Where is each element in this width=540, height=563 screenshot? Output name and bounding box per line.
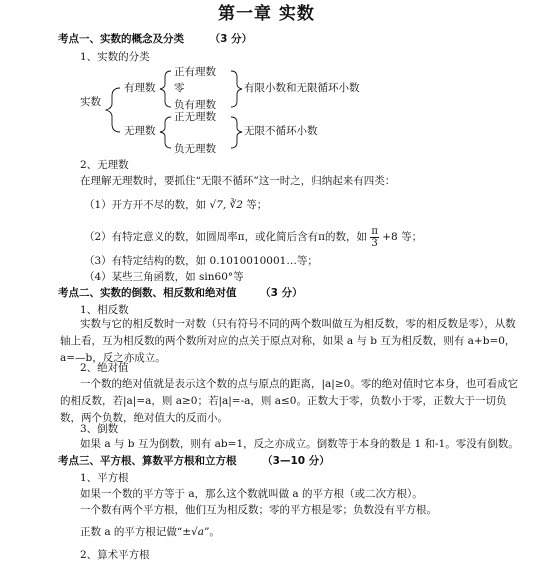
subheading-arithmetic-root: 2、算术平方根	[80, 549, 150, 561]
tree-irrational-label: 无理数	[124, 125, 156, 137]
fraction-denominator: 3	[371, 237, 378, 249]
subheading-reciprocal: 3、倒数	[80, 423, 119, 435]
section-heading-text: 考点三、平方根、算数平方根和立方根	[58, 455, 237, 467]
subheading-square-root: 1、平方根	[80, 472, 129, 484]
pi-over-three-fraction	[370, 226, 379, 249]
item-text: 等；	[246, 199, 268, 211]
absolute-paragraph: 一个数的绝对值就是表示这个数的点与原点的距离，|a|≥0。零的绝对值时它本身，也可看成它的相反数，若|a|=a，则 a≥0；若|a|=-a，则 a≤0。正数大于零，负数小于零，正数大于一切负数，两个负数，绝对值大的反而小。	[60, 378, 519, 424]
irrational-type-1	[84, 199, 267, 212]
radical-examples: √7, ∛2	[209, 199, 243, 211]
section-heading-text: 考点一、实数的概念及分类	[58, 33, 184, 45]
subheading-opposite: 1、相反数	[80, 304, 129, 316]
item-text: （1）开方开不尽的数，如	[84, 199, 207, 211]
tree-root-label: 实数	[80, 96, 101, 108]
tree-positive-irrational: 正无理数	[174, 111, 216, 123]
item-text: +8 等；	[382, 231, 423, 243]
subheading-classification: 1、实数的分类	[80, 51, 150, 63]
page-title: 第一章 实数	[218, 4, 315, 24]
irrational-type-3: （3）有特定结构的数，如 0.1010010001…等；	[84, 255, 318, 267]
section-score: （3 分）	[260, 287, 303, 299]
tree-rational-label: 有理数	[124, 82, 156, 94]
square-root-properties: 一个数有两个平方根，他们互为相反数；零的平方根是零；负数没有平方根。	[80, 504, 437, 516]
tree-zero: 零	[174, 82, 185, 94]
item-text: ”。	[204, 526, 220, 538]
tree-positive-rational: 正有理数	[174, 66, 216, 78]
square-root-definition: 如果一个数的平方等于 a，那么这个数就叫做 a 的平方根（或二次方根）。	[80, 488, 423, 500]
subheading-irrational: 2、无理数	[80, 159, 129, 171]
square-root-notation	[80, 526, 220, 539]
section-score: （3 分）	[209, 33, 253, 45]
section-heading-text: 考点二、实数的倒数、相反数和绝对值	[58, 287, 237, 299]
item-text: （2）有特定意义的数，如圆周率π，或化简后含有π的数，如	[84, 231, 367, 243]
fraction-numerator: π	[371, 225, 378, 237]
item-text: 正数 a 的平方根记做“±	[80, 526, 192, 538]
section-score: （3—10 分）	[262, 455, 330, 467]
tree-negative-irrational: 负无理数	[174, 143, 216, 155]
irrational-type-4: （4）某些三角函数，如 sin60°等	[84, 271, 244, 283]
tree-rational-note: 有限小数和无限循环小数	[244, 82, 360, 94]
reciprocal-paragraph: 如果 a 与 b 互为倒数，则有 ab=1，反之亦成立。倒数等于本身的数是 1 和-1。零没有倒数。	[80, 438, 519, 450]
subheading-absolute: 2、绝对值	[80, 362, 129, 374]
sqrt-a-symbol: √a	[191, 526, 205, 538]
tree-irrational-note: 无限不循环小数	[244, 125, 318, 137]
tree-negative-rational: 负有理数	[174, 99, 216, 111]
irrational-intro: 在理解无理数时，要抓住“无限不循环”这一时之，归纳起来有四类：	[80, 175, 396, 187]
section-heading-1	[58, 33, 252, 46]
section-heading-2	[58, 287, 303, 300]
irrational-type-2	[84, 225, 422, 249]
opposite-paragraph: 实数与它的相反数时一对数（只有符号不同的两个数叫做互为相反数，零的相反数是零），从数轴上看，互为相反数的两个数所对应的点关于原点对称，如果 a 与 b 互为相反数，则有 a+b=0，a=—b，反之亦成立。	[60, 318, 516, 364]
section-heading-3	[58, 455, 330, 468]
